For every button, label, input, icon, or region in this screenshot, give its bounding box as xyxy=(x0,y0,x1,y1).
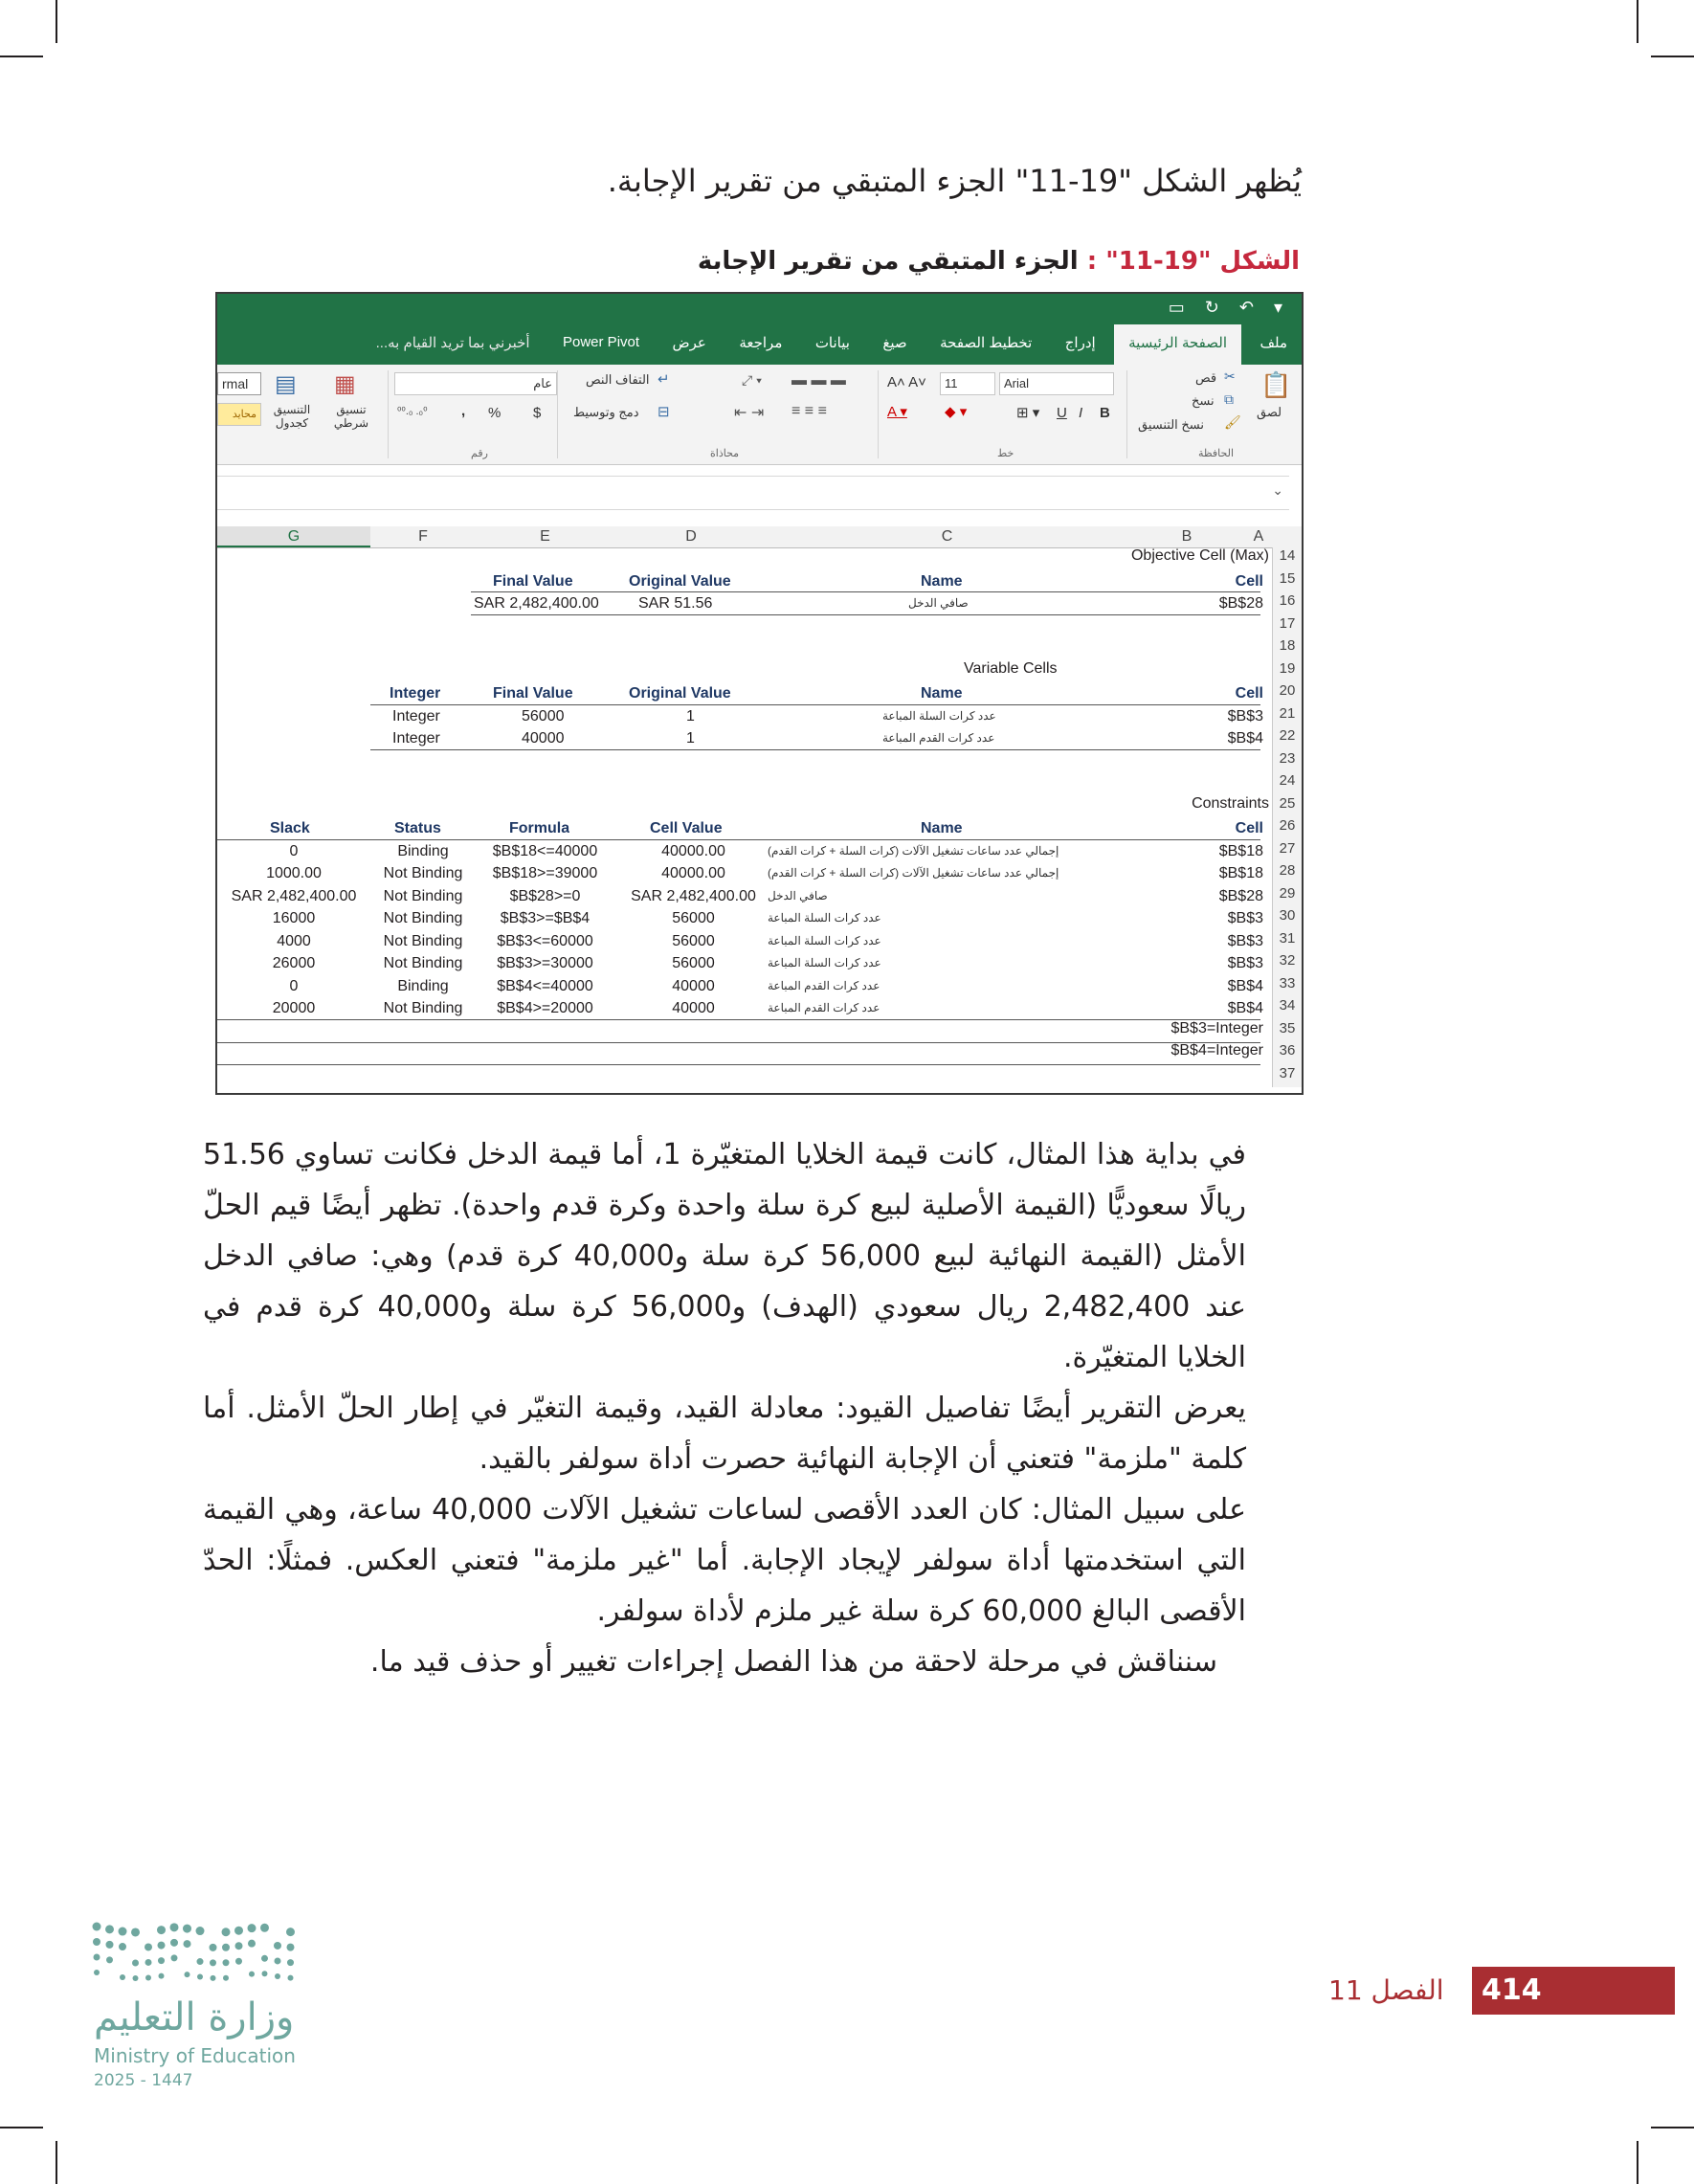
table-rule xyxy=(217,1064,1260,1065)
constraint-row xyxy=(217,930,1302,953)
paragraph: يعرض التقرير أيضًا تفاصيل القيود: معادلة القيد، وقيمة التغيّر في إطار الحلّ الأمثل. أما كلمة "ملزمة" فتعني أن الإجابة النهائية حصرت أداة سولفر بالقيد. xyxy=(203,1392,1246,1476)
constraints-label[interactable]: Constraints xyxy=(1192,794,1269,812)
row-number[interactable]: 33 xyxy=(1272,975,1302,998)
constraint-name[interactable]: عدد كرات القدم المباعة xyxy=(768,1001,880,1014)
variable-cell[interactable]: $B$4 xyxy=(1227,730,1263,747)
clipboard-group-label: الحافظة xyxy=(1198,448,1235,459)
logo-dot xyxy=(158,1942,166,1950)
logo-dot xyxy=(158,1957,165,1964)
constraint-cell[interactable]: $B$18 xyxy=(1218,842,1263,859)
constraint-name[interactable]: عدد كرات السلة المباعة xyxy=(768,933,881,947)
style-neutral[interactable]: محايد xyxy=(217,403,261,426)
worksheet-grid xyxy=(217,547,1302,1093)
align-top-icon[interactable]: ▬ ▬ ▬ xyxy=(791,372,846,389)
logo-dot xyxy=(210,1944,217,1951)
logo-dot xyxy=(223,1959,230,1966)
constraint-slack[interactable]: 26000 xyxy=(272,955,316,971)
conditional-formatting-icon[interactable]: ▦ xyxy=(334,371,356,397)
style-normal[interactable]: rmal xyxy=(217,372,261,395)
quick-access-icons: ▭ ↻ ↶ ▾ xyxy=(1168,298,1290,317)
constraint-name[interactable]: عدد كرات القدم المباعة xyxy=(768,978,880,992)
ribbon-toolbar xyxy=(217,365,1302,465)
chevron-down-icon[interactable]: ⌄ xyxy=(1272,482,1283,498)
excel-screenshot xyxy=(215,292,1304,1095)
variable-row xyxy=(217,727,1302,750)
constraint-formula[interactable]: $B$3<=60000 xyxy=(497,932,593,949)
logo-dot xyxy=(93,1923,101,1931)
objective-name[interactable]: صافي الدخل xyxy=(908,596,969,610)
logo-dot xyxy=(235,1942,243,1950)
merge-center-button[interactable]: دمج وتوسيط xyxy=(573,405,639,419)
row-number[interactable]: 25 xyxy=(1272,795,1302,818)
constraint-cell-value[interactable]: SAR 2,482,400.00 xyxy=(631,887,756,904)
constraint-status[interactable]: Not Binding xyxy=(383,955,463,971)
crop-mark xyxy=(0,56,43,57)
constraint-cell-value[interactable]: 40000.00 xyxy=(661,842,725,859)
logo-dot xyxy=(157,1926,166,1934)
merge-center-icon[interactable]: ⊟ xyxy=(658,404,670,420)
variable-original[interactable]: 1 xyxy=(686,707,695,724)
tab-power-pivot[interactable]: Power Pivot xyxy=(563,334,640,350)
constraint-cell-value[interactable]: 56000 xyxy=(672,932,715,949)
fill-color-icon[interactable]: ◆ ▾ xyxy=(945,404,968,420)
constraint-cell[interactable]: $B$3 xyxy=(1227,955,1263,971)
constraint-status[interactable]: Not Binding xyxy=(383,865,463,881)
logo-dot xyxy=(93,1938,100,1946)
comma-button[interactable]: , xyxy=(461,403,466,419)
number-format-select[interactable]: عام xyxy=(394,372,557,395)
row-number[interactable]: 26 xyxy=(1272,817,1302,840)
ministry-name-arabic: وزارة التعليم xyxy=(94,1995,295,2039)
constraint-slack[interactable]: SAR 2,482,400.00 xyxy=(231,887,357,904)
variable-integer[interactable]: Integer xyxy=(392,730,440,747)
logo-dot xyxy=(249,1972,255,1977)
row-number[interactable]: 28 xyxy=(1272,862,1302,885)
group-divider xyxy=(388,370,389,458)
border-icon[interactable]: ⊞ ▾ xyxy=(1016,405,1040,421)
row-number[interactable]: 22 xyxy=(1272,727,1302,750)
paragraph: على سبيل المثال: كان العدد الأقصى لساعات تشغيل الآلات 40,000 ساعة، وهي القيمة التي استخدمتها أداة سولفر لإيجاد الإجابة. أما "غير ملزمة" فتعني العكس. فمثلًا: الحدّ الأقصى البالغ 60,000 كرة سلة غير ملزم لأداة سولفر. xyxy=(203,1493,1246,1628)
table-rule xyxy=(217,1019,1260,1020)
variable-header-row xyxy=(217,682,1302,705)
row-number[interactable]: 19 xyxy=(1272,660,1302,683)
constraint-row xyxy=(217,862,1302,885)
objective-header-row xyxy=(217,570,1302,593)
header-name[interactable]: Name xyxy=(921,685,963,702)
row-number[interactable]: 20 xyxy=(1272,682,1302,705)
constraint-formula[interactable]: $B$4>=20000 xyxy=(497,1000,593,1016)
logo-dot xyxy=(159,1973,165,1979)
objective-row xyxy=(217,592,1302,615)
tell-me-input[interactable]: أخبرني بما تريد القيام به... xyxy=(375,335,530,351)
header-cell[interactable]: Cell xyxy=(1235,572,1263,590)
font-name-select[interactable]: Arial xyxy=(999,372,1114,395)
constraint-cell[interactable]: $B$3 xyxy=(1227,932,1263,949)
font-size-select[interactable]: 11 xyxy=(940,372,995,395)
copy-icon[interactable]: ⧉ xyxy=(1224,391,1234,407)
logo-dot xyxy=(274,1942,281,1950)
tab-review[interactable]: مراجعة xyxy=(739,335,783,351)
header-original-value[interactable]: Original Value xyxy=(629,572,731,590)
constraint-slack[interactable]: 16000 xyxy=(272,910,316,926)
crop-mark xyxy=(56,0,57,43)
constraint-slack[interactable]: 0 xyxy=(289,842,299,859)
tab-insert[interactable]: إدراج xyxy=(1064,335,1096,351)
logo-dot xyxy=(275,1973,280,1979)
constraint-name[interactable]: عدد كرات السلة المباعة xyxy=(768,956,881,969)
logo-dot xyxy=(287,1959,294,1966)
logo-dot xyxy=(286,1928,295,1936)
variable-final[interactable]: 40000 xyxy=(522,730,565,747)
variable-name[interactable]: عدد كرات القدم المباعة xyxy=(882,731,995,745)
logo-dot xyxy=(210,1959,216,1966)
column-header-a[interactable]: A xyxy=(1253,528,1264,545)
logo-dot xyxy=(222,1928,231,1936)
constraint-formula[interactable]: $B$18<=40000 xyxy=(492,842,598,859)
row-number[interactable]: 23 xyxy=(1272,750,1302,773)
constraint-row xyxy=(217,997,1302,1020)
logo-dot xyxy=(234,1927,243,1935)
cut-button[interactable]: قص xyxy=(1195,370,1217,385)
format-as-table-button[interactable]: التنسيق كجدول xyxy=(273,403,311,430)
objective-cell-label[interactable]: Objective Cell (Max) xyxy=(1130,547,1269,564)
constraint-name[interactable]: عدد كرات السلة المباعة xyxy=(768,911,881,925)
logo-dot xyxy=(261,1955,268,1962)
constraint-status[interactable]: Not Binding xyxy=(383,910,463,926)
header-formula[interactable]: Formula xyxy=(509,820,570,836)
header-slack[interactable]: Slack xyxy=(270,820,310,836)
constraint-status[interactable]: Not Binding xyxy=(383,1000,463,1016)
logo-dot xyxy=(120,1974,125,1980)
logo-dot xyxy=(131,1928,140,1936)
variable-original[interactable]: 1 xyxy=(686,730,695,747)
integer-constraint[interactable]: $B$4=Integer xyxy=(1170,1042,1263,1059)
tab-page-layout[interactable]: تخطيط الصفحة xyxy=(940,335,1033,351)
column-header-g[interactable]: G xyxy=(217,526,370,547)
variable-integer[interactable]: Integer xyxy=(392,707,440,724)
figure-title: الجزء المتبقي من تقرير الإجابة xyxy=(697,247,1079,276)
crop-mark xyxy=(1637,0,1638,43)
conditional-formatting-button[interactable]: تنسيق شرطي xyxy=(333,403,369,430)
constraint-cell[interactable]: $B$18 xyxy=(1218,865,1263,881)
ribbon-tabs xyxy=(217,324,1302,365)
logo-dot xyxy=(184,1940,191,1948)
constraint-row xyxy=(217,952,1302,975)
header-name[interactable]: Name xyxy=(921,572,963,590)
row-number[interactable]: 16 xyxy=(1272,592,1302,615)
header-final-value[interactable]: Final Value xyxy=(493,572,573,590)
header-name[interactable]: Name xyxy=(921,820,963,836)
column-header-c[interactable]: C xyxy=(941,528,953,545)
tab-home[interactable]: الصفحة الرئيسية xyxy=(1114,324,1241,365)
figure-caption xyxy=(698,247,1300,276)
logo-dot xyxy=(94,1954,100,1961)
constraint-header-row xyxy=(217,817,1302,840)
logo-dot xyxy=(119,1928,127,1936)
variable-final[interactable]: 56000 xyxy=(522,707,565,724)
crop-mark xyxy=(0,2127,43,2128)
logo-dot xyxy=(145,1943,152,1950)
constraint-slack[interactable]: 1000.00 xyxy=(266,865,322,881)
header-final-value[interactable]: Final Value xyxy=(493,685,573,702)
underline-button[interactable]: U xyxy=(1057,405,1067,421)
body-text xyxy=(203,1129,1304,1687)
row-number[interactable]: 17 xyxy=(1272,615,1302,638)
table-rule xyxy=(217,1042,1260,1043)
logo-dot xyxy=(197,1974,203,1980)
chapter-label: الفصل 11 xyxy=(1328,1974,1444,2006)
row-number[interactable]: 24 xyxy=(1272,772,1302,795)
logo-dot xyxy=(235,1958,242,1965)
header-status[interactable]: Status xyxy=(394,820,441,836)
logo-dot xyxy=(119,1943,126,1950)
row-number[interactable]: 32 xyxy=(1272,952,1302,975)
header-cell-value[interactable]: Cell Value xyxy=(650,820,723,836)
copy-button[interactable]: نسخ xyxy=(1192,393,1215,408)
tab-data[interactable]: بيانات xyxy=(814,335,850,351)
align-center-icon[interactable]: ≡ ≡ ≡ xyxy=(791,403,827,419)
objective-final[interactable]: SAR 2,482,400.00 xyxy=(474,595,599,612)
constraint-formula[interactable]: $B$4<=40000 xyxy=(497,977,593,994)
logo-dot xyxy=(183,1925,191,1933)
constraint-formula[interactable]: $B$3>=$B$4 xyxy=(500,910,591,926)
logo-dot xyxy=(260,1924,269,1932)
wrap-text-icon[interactable]: ↵ xyxy=(658,371,670,388)
paragraph: في بداية هذا المثال، كانت قيمة الخلايا المتغيّرة 1، أما قيمة الدخل فكانت تساوي 51.56 ريالًا سعوديًّا (القيمة الأصلية لبيع كرة سلة واحدة وكرة قدم واحدة). تظهر أيضًا قيم الحلّ الأمثل (القيمة النهائية لبيع 56,000 كرة سلة و40,000 كرة قدم) وهي: صافي الدخل عند 2,482,400 ريال سعودي (الهدف) و56,000 كرة سلة و40,000 كرة قدم في الخلايا المتغيّرة. xyxy=(203,1138,1246,1374)
constraint-formula[interactable]: $B$18>=39000 xyxy=(492,865,598,881)
crop-mark xyxy=(1651,56,1694,57)
column-header-b[interactable]: B xyxy=(1181,528,1192,545)
constraint-status[interactable]: Binding xyxy=(397,977,449,994)
constraint-name[interactable]: صافي الدخل xyxy=(768,888,828,903)
variable-name[interactable]: عدد كرات السلة المباعة xyxy=(882,708,996,723)
logo-dot xyxy=(106,1941,114,1949)
logo-dot xyxy=(197,1958,204,1965)
indent-icon[interactable]: ⇤ ⇥ xyxy=(734,405,765,421)
logo-dot xyxy=(211,1975,216,1981)
constraint-row xyxy=(217,975,1302,998)
column-header-f[interactable]: F xyxy=(418,528,428,545)
row-number[interactable]: 18 xyxy=(1272,637,1302,660)
quick-access-bar xyxy=(217,294,1302,324)
variable-cells-label[interactable]: Variable Cells xyxy=(964,659,1058,677)
constraint-cell[interactable]: $B$4 xyxy=(1227,977,1263,994)
constraint-slack[interactable]: 0 xyxy=(289,977,299,994)
constraint-status[interactable]: Binding xyxy=(397,842,449,859)
row-number[interactable]: 21 xyxy=(1272,705,1302,728)
logo-dot xyxy=(288,1975,294,1981)
constraint-status[interactable]: Not Binding xyxy=(383,887,463,904)
header-cell[interactable]: Cell xyxy=(1235,820,1263,836)
constraint-cell[interactable]: $B$4 xyxy=(1227,1000,1263,1016)
grow-font-icon[interactable]: A˄ A˅ xyxy=(887,374,926,390)
constraint-row xyxy=(217,907,1302,930)
constraint-cell[interactable]: $B$3 xyxy=(1227,910,1263,926)
header-integer[interactable]: Integer xyxy=(390,685,441,702)
wrap-text-button[interactable]: التفاف النص xyxy=(586,372,650,387)
format-painter-button[interactable]: نسخ التنسيق xyxy=(1138,417,1204,432)
logo-dot xyxy=(106,1956,113,1963)
logo-dot xyxy=(133,1975,139,1981)
paragraph: سنناقش في مرحلة لاحقة من هذا الفصل إجراءات تغيير أو حذف قيد ما. xyxy=(369,1645,1217,1679)
logo-dot xyxy=(132,1959,139,1966)
row-number[interactable]: 15 xyxy=(1272,570,1302,593)
crop-mark xyxy=(56,2141,57,2184)
row-number[interactable]: 34 xyxy=(1272,997,1302,1020)
logo-dot xyxy=(170,1939,178,1947)
alignment-group-label: محاذاة xyxy=(710,448,740,459)
logo-dot xyxy=(262,1971,268,1976)
objective-cell[interactable]: $B$28 xyxy=(1218,595,1263,612)
crop-mark xyxy=(1637,2141,1638,2184)
tab-file[interactable]: ملف xyxy=(1259,335,1287,351)
tab-formulas[interactable]: صيغ xyxy=(882,335,907,351)
orientation-icon[interactable]: ⤢ ▾ xyxy=(742,372,762,388)
ministry-name-english: Ministry of Education xyxy=(94,2044,296,2067)
row-number[interactable]: 36 xyxy=(1272,1042,1302,1065)
bold-button[interactable]: B xyxy=(1100,405,1110,421)
table-rule xyxy=(370,749,1260,750)
logo-dot xyxy=(223,1975,229,1981)
constraint-cell-value[interactable]: 56000 xyxy=(672,955,715,971)
logo-dot xyxy=(94,1970,100,1975)
group-divider xyxy=(1126,370,1127,458)
variable-row xyxy=(217,705,1302,728)
number-group-label: رقم xyxy=(471,448,488,459)
logo-dot xyxy=(171,1954,178,1961)
header-original-value[interactable]: Original Value xyxy=(629,685,731,702)
logo-dot xyxy=(222,1944,230,1951)
constraint-formula[interactable]: $B$3>=30000 xyxy=(497,955,593,971)
tab-view[interactable]: عرض xyxy=(672,335,706,351)
logo-dot xyxy=(145,1959,152,1966)
row-number[interactable]: 37 xyxy=(1272,1065,1302,1088)
ministry-logo-icon xyxy=(91,1919,301,1995)
constraint-row xyxy=(217,840,1302,863)
intro-paragraph: يُظهر الشكل "19-11" الجزء المتبقي من تقرير الإجابة. xyxy=(607,163,1302,199)
constraint-name[interactable]: إجمالي عدد ساعات تشغيل الآلات (كرات السلة + كرات القدم) xyxy=(768,843,1059,858)
figure-number: الشكل "19-11" : xyxy=(1086,247,1300,276)
constraint-cell-value[interactable]: 40000 xyxy=(672,977,715,994)
italic-button[interactable]: I xyxy=(1079,405,1083,421)
row-number[interactable]: 31 xyxy=(1272,930,1302,953)
constraint-cell-value[interactable]: 56000 xyxy=(672,910,715,926)
constraint-slack[interactable]: 4000 xyxy=(277,932,311,949)
logo-dot xyxy=(145,1974,151,1980)
column-headers xyxy=(217,526,1302,548)
constraint-cell[interactable]: $B$28 xyxy=(1218,887,1263,904)
cut-icon[interactable]: ✂ xyxy=(1224,368,1236,384)
constraint-slack[interactable]: 20000 xyxy=(272,1000,316,1016)
row-number[interactable]: 35 xyxy=(1272,1020,1302,1043)
font-group-label: خط xyxy=(997,448,1014,459)
decimal-icon[interactable]: ⁰⁰.₀ .₀⁰ xyxy=(397,406,428,417)
column-header-d[interactable]: D xyxy=(685,528,697,545)
logo-dot xyxy=(275,1957,281,1964)
logo-dot xyxy=(185,1972,190,1977)
format-painter-icon[interactable]: 🖌 xyxy=(1224,414,1241,430)
paste-button[interactable]: لصق xyxy=(1257,405,1282,419)
variable-cell[interactable]: $B$3 xyxy=(1227,707,1263,724)
logo-dot xyxy=(196,1927,205,1935)
row-number[interactable]: 29 xyxy=(1272,885,1302,908)
logo-dot xyxy=(170,1923,179,1931)
row-number[interactable]: 27 xyxy=(1272,840,1302,863)
constraint-cell-value[interactable]: 40000 xyxy=(672,1000,715,1016)
constraint-formula[interactable]: $B$28>=0 xyxy=(509,887,581,904)
formula-bar[interactable] xyxy=(217,476,1289,510)
group-divider xyxy=(878,370,879,458)
ministry-year: 2025 - 1447 xyxy=(94,2071,193,2090)
format-as-table-icon[interactable]: ▤ xyxy=(275,371,297,397)
header-cell[interactable]: Cell xyxy=(1235,685,1263,702)
constraint-row xyxy=(217,885,1302,908)
constraint-cell-value[interactable]: 40000.00 xyxy=(661,865,725,881)
logo-dot xyxy=(248,1940,256,1948)
column-header-e[interactable]: E xyxy=(540,528,550,545)
percent-button[interactable]: % xyxy=(488,405,502,421)
row-number[interactable]: 14 xyxy=(1272,547,1302,570)
currency-button[interactable]: $ xyxy=(533,405,542,421)
integer-constraint[interactable]: $B$3=Integer xyxy=(1170,1019,1263,1036)
constraint-name[interactable]: إجمالي عدد ساعات تشغيل الآلات (كرات السلة + كرات القدم) xyxy=(768,866,1059,880)
constraint-status[interactable]: Not Binding xyxy=(383,932,463,949)
logo-dot xyxy=(105,1925,114,1933)
logo-dot xyxy=(287,1944,295,1951)
crop-mark xyxy=(1651,2127,1694,2128)
row-number[interactable]: 30 xyxy=(1272,907,1302,930)
page-number: 414 xyxy=(1482,1973,1542,2007)
logo-dot xyxy=(248,1924,256,1932)
group-divider xyxy=(557,370,558,458)
objective-original[interactable]: SAR 51.56 xyxy=(638,595,713,612)
paste-icon[interactable]: 📋 xyxy=(1260,370,1292,399)
font-color-icon[interactable]: A ▾ xyxy=(887,404,907,420)
table-rule xyxy=(471,614,1260,615)
